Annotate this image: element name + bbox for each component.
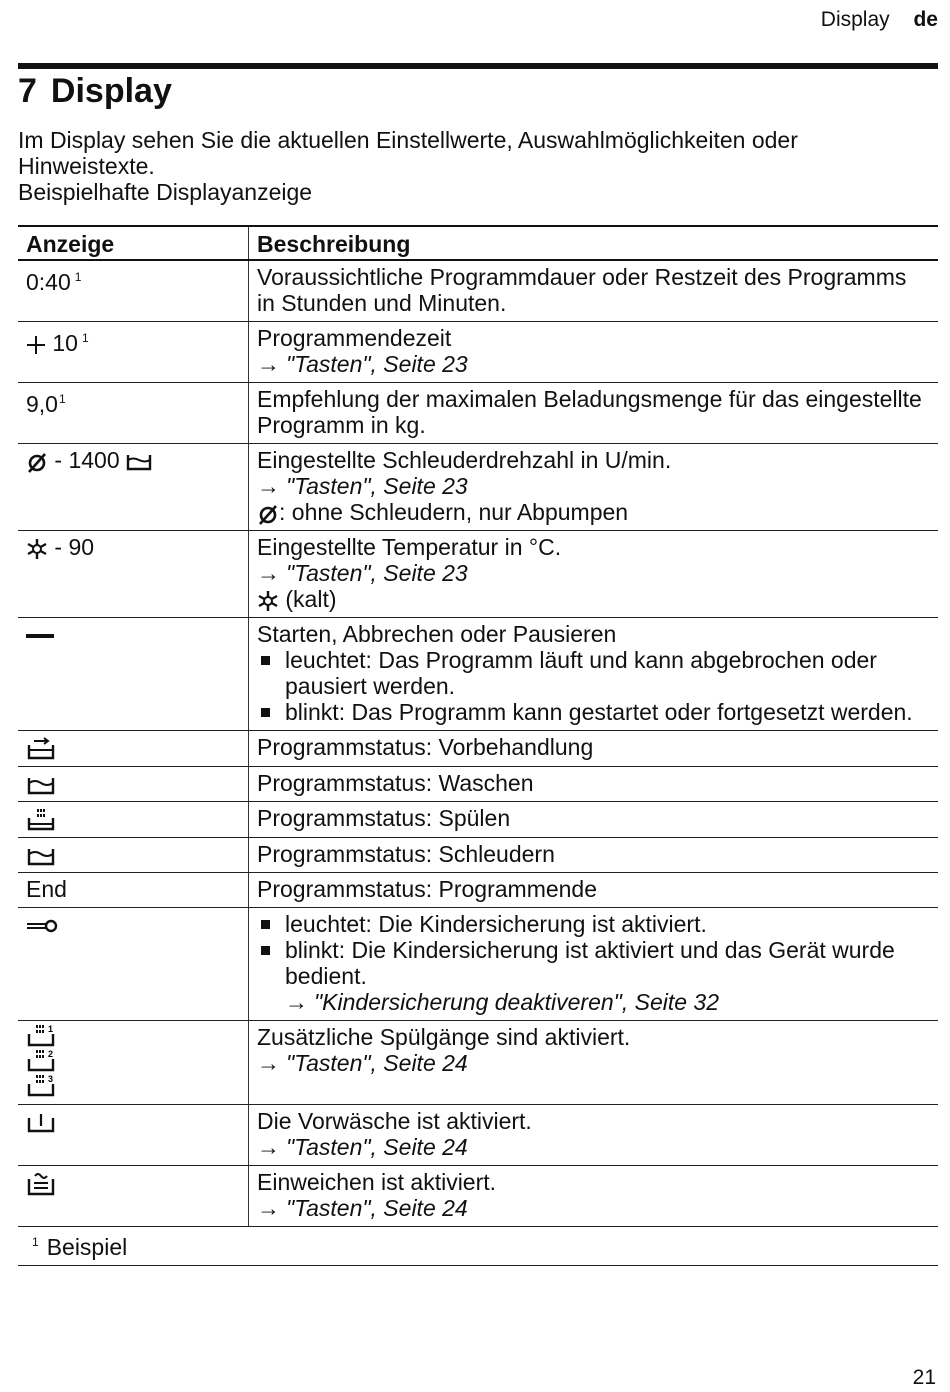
running-header (821, 8, 938, 32)
wash-status-icon (26, 774, 56, 796)
footnote-mark: 1 (32, 1234, 39, 1249)
cross-reference[interactable]: → "Tasten", Seite 23 (257, 560, 468, 586)
wash-tub-icon (126, 452, 152, 472)
prewash-status-icon (26, 737, 56, 761)
list-item: leuchtet: Die Kindersicherung ist aktiviert. (257, 911, 930, 937)
rinse-plus-3-icon (26, 1074, 58, 1098)
rinse-plus-1-icon (26, 1024, 58, 1048)
description: Programmstatus: Schleudern (249, 837, 939, 872)
intro-text (18, 127, 918, 205)
header-section: Display (820, 8, 890, 31)
table-row (18, 444, 938, 531)
table-row (18, 731, 938, 767)
description: Programmstatus: Waschen (249, 766, 939, 801)
start-pause-bar-icon (26, 629, 54, 643)
table-row (18, 260, 938, 322)
cross-reference[interactable]: → "Tasten", Seite 24 (257, 1049, 468, 1076)
description: Voraussichtliche Programmdauer oder Restzeit des Programms in Stunden und Minuten. (249, 260, 939, 322)
description: Einweichen ist aktiviert. (257, 1168, 497, 1195)
list-item: blinkt: Die Kindersicherung ist aktiviert und das Gerät wurde bedient. → "Kindersicherung deaktiveren", Seite 32 (257, 937, 930, 1015)
table-row (18, 801, 938, 837)
table-row (18, 766, 938, 801)
description: Eingestellte Schleuderdrehzahl in U/min. (257, 447, 672, 473)
cross-reference[interactable]: → "Tasten", Seite 24 (257, 1194, 468, 1221)
display-table (18, 225, 938, 1266)
note: : ohne Schleudern, nur Abpumpen (257, 499, 930, 525)
snowflake-icon (257, 590, 279, 612)
rinse-status-icon (26, 808, 56, 832)
table-row (18, 1104, 938, 1165)
page-number: 21 (912, 1366, 936, 1389)
list-item: leuchtet: Das Programm läuft und kann abgebrochen oder pausiert werden. (257, 647, 930, 699)
header-rule (18, 63, 938, 69)
table-row (18, 1020, 938, 1104)
chapter-title: Display (50, 72, 172, 110)
cross-reference[interactable]: → "Tasten", Seite 24 (257, 1133, 468, 1160)
display-value: 10 (52, 330, 78, 356)
intro-line-2: Beispielhafte Displayanzeige (18, 179, 313, 205)
table-header-row (18, 226, 938, 260)
col-header-display: Anzeige (18, 226, 249, 260)
description: Programmstatus: Vorbehandlung (249, 731, 939, 767)
description: Eingestellte Temperatur in °C. (257, 534, 562, 560)
spin-status-icon (26, 845, 56, 867)
description: Die Vorwäsche ist aktiviert. (257, 1107, 532, 1134)
table-row (18, 907, 938, 1020)
bullet-list (257, 911, 930, 1015)
rinse-plus-2-icon (26, 1049, 58, 1073)
display-value: 9,0 (26, 391, 58, 417)
bullet-list (257, 647, 930, 725)
prewash-icon (26, 1112, 56, 1134)
footnote-ref: 1 (81, 331, 89, 345)
soak-icon (26, 1171, 56, 1197)
table-row (18, 1165, 938, 1226)
chapter-number: 7 (18, 72, 37, 110)
snowflake-icon (26, 538, 48, 560)
description: Zusätzliche Spülgänge sind aktiviert. (257, 1023, 631, 1050)
footnote-ref: 1 (58, 392, 66, 406)
description: Empfehlung der maximalen Beladungsmenge für das eingestellte Programm in kg. (249, 383, 939, 444)
svg-text:1: 1 (48, 1023, 54, 1034)
spin-off-icon (26, 451, 48, 473)
display-value: - 90 (54, 534, 95, 560)
table-row (18, 531, 938, 618)
list-item: blinkt: Das Programm kann gestartet oder fortgesetzt werden. (257, 699, 930, 725)
cross-reference[interactable]: → "Kindersicherung deaktiveren", Seite 32 (285, 988, 720, 1015)
display-value: 0:40 (26, 269, 71, 295)
description: Starten, Abbrechen oder Pausieren (257, 621, 617, 647)
description: Programmstatus: Spülen (249, 801, 939, 837)
plus-icon (26, 335, 46, 355)
display-value: End (18, 872, 249, 907)
table-row (18, 872, 938, 907)
table-row (18, 322, 938, 383)
footnote-ref: 1 (74, 270, 82, 284)
display-value: - 1400 (54, 447, 120, 473)
footnote-row (18, 1226, 938, 1265)
spin-off-icon (257, 503, 279, 525)
key-lock-icon (26, 918, 58, 934)
svg-text:2: 2 (48, 1048, 54, 1059)
svg-text:3: 3 (48, 1073, 54, 1084)
table-row (18, 837, 938, 872)
description: Programmendezeit (257, 325, 452, 351)
cross-reference[interactable]: → "Tasten", Seite 23 (257, 351, 468, 377)
table-row (18, 383, 938, 444)
col-header-description: Beschreibung (249, 226, 939, 260)
table-row (18, 618, 938, 731)
header-language: de (913, 8, 938, 31)
footnote-text: Beispiel (46, 1233, 128, 1260)
note: (kalt) (257, 586, 930, 612)
description: Programmstatus: Programmende (249, 872, 939, 907)
cross-reference[interactable]: → "Tasten", Seite 23 (257, 473, 468, 499)
intro-line-1: Im Display sehen Sie die aktuellen Einstellwerte, Auswahlmöglichkeiten oder Hinweistexte. (18, 127, 798, 179)
page-title (18, 72, 172, 111)
